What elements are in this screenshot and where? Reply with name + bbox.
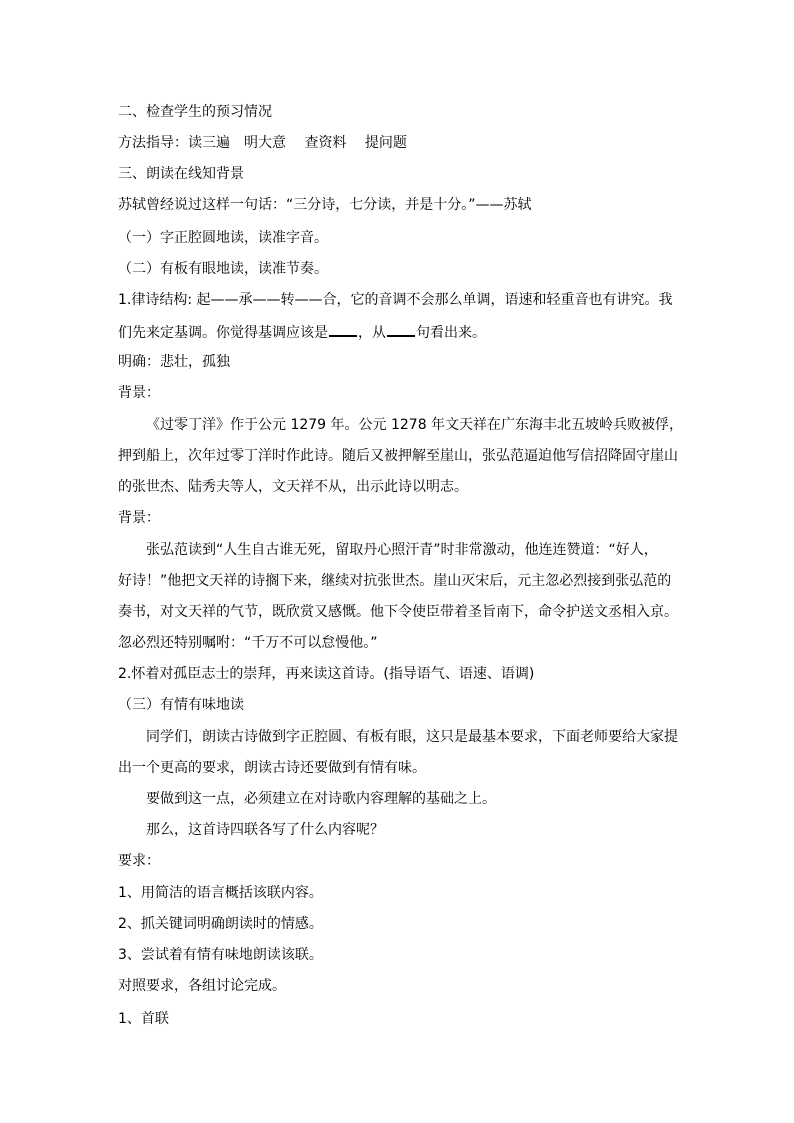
- reading-step-3: （三）有情有味地读: [118, 697, 244, 713]
- structure-paragraph-line: 1.律诗结构: 起——承——转——合，它的音调不会那么单调，语速和轻重音也有讲究。我: [118, 292, 673, 308]
- story-paragraph-line: 张弘范读到“人生自古谁无死，留取丹心照汗青”时非常激动，他连连赞道：“好人，: [146, 542, 658, 558]
- su-shi-quote: 苏轼曾经说过这样一句话：“三分诗，七分读，并是十分。”——苏轼: [118, 197, 532, 213]
- method-guide: 方法指导：读三遍 明大意 查资料 提问题: [118, 135, 407, 151]
- text-segment: 们先来定基调。你觉得基调应该是: [118, 325, 328, 341]
- teacher-paragraph-line: 同学们，朗读古诗做到字正腔圆、有板有眼，这只是最基本要求，下面老师要给大家提: [146, 729, 678, 745]
- story-paragraph-line: 好诗！”他把文天祥的诗搁下来，继续对抗张世杰。崖山灭宋后，元主忽必烈接到张弘范的: [118, 573, 672, 589]
- text-segment: ，从: [358, 325, 386, 341]
- background-paragraph-line: 押到船上，次年过零丁洋时作此诗。随后又被押解至崖山，张弘范逼迫他写信招降固守崖山: [118, 448, 678, 464]
- reading-step-2: （二）有板有眼地读，读准节奏。: [118, 261, 328, 277]
- teacher-paragraph-line: 要做到这一点，必须建立在对诗歌内容理解的基础之上。: [146, 791, 496, 807]
- structure-paragraph-line: [118, 323, 486, 341]
- requirement-item: 2、抓关键词明确朗读时的情感。: [118, 916, 323, 932]
- fill-in-blank: [387, 323, 415, 337]
- requirement-item: 3、尝试着有情有味地朗读该联。: [118, 947, 323, 963]
- background-label: 背景：: [118, 510, 160, 526]
- background-paragraph-line: 的张世杰、陆秀夫等人，文天祥不从，出示此诗以明志。: [118, 479, 468, 495]
- fill-in-blank: [329, 323, 357, 337]
- requirements-label: 要求：: [118, 853, 160, 869]
- reading-step-1: （一）字正腔圆地读，读准字音。: [118, 230, 328, 246]
- discussion-instruction: 对照要求，各组讨论完成。: [118, 978, 286, 994]
- requirement-item: 1、用简洁的语言概括该联内容。: [118, 885, 323, 901]
- story-paragraph-line: 忽必烈还特别嘱咐：“千万不可以怠慢他。”: [118, 635, 378, 651]
- question-line: 那么，这首诗四联各写了什么内容呢？: [146, 822, 384, 838]
- reading-instruction: 2.怀着对孤臣志士的崇拜，再来读这首诗。(指导语气、语速、语调): [118, 666, 535, 682]
- story-paragraph-line: 奏书，对文天祥的气节，既欣赏又感慨。他下令使臣带着圣旨南下，命令护送文丞相入京。: [118, 604, 678, 620]
- section-heading-2: 二、检查学生的预习情况: [118, 104, 272, 120]
- text-segment: 句看出来。: [416, 325, 486, 341]
- section-heading-3: 三、朗读在线知背景: [118, 166, 244, 182]
- background-label: 背景：: [118, 385, 160, 401]
- background-paragraph-line: 《过零丁洋》作于公元 1279 年。公元 1278 年文天祥在广东海丰北五坡岭兵败被俘，: [146, 417, 684, 433]
- couplet-heading: 1、首联: [118, 1011, 169, 1027]
- answer-line: 明确：悲壮，孤独: [118, 354, 230, 370]
- teacher-paragraph-line: 出一个更高的要求，朗读古诗还要做到有情有味。: [118, 760, 426, 776]
